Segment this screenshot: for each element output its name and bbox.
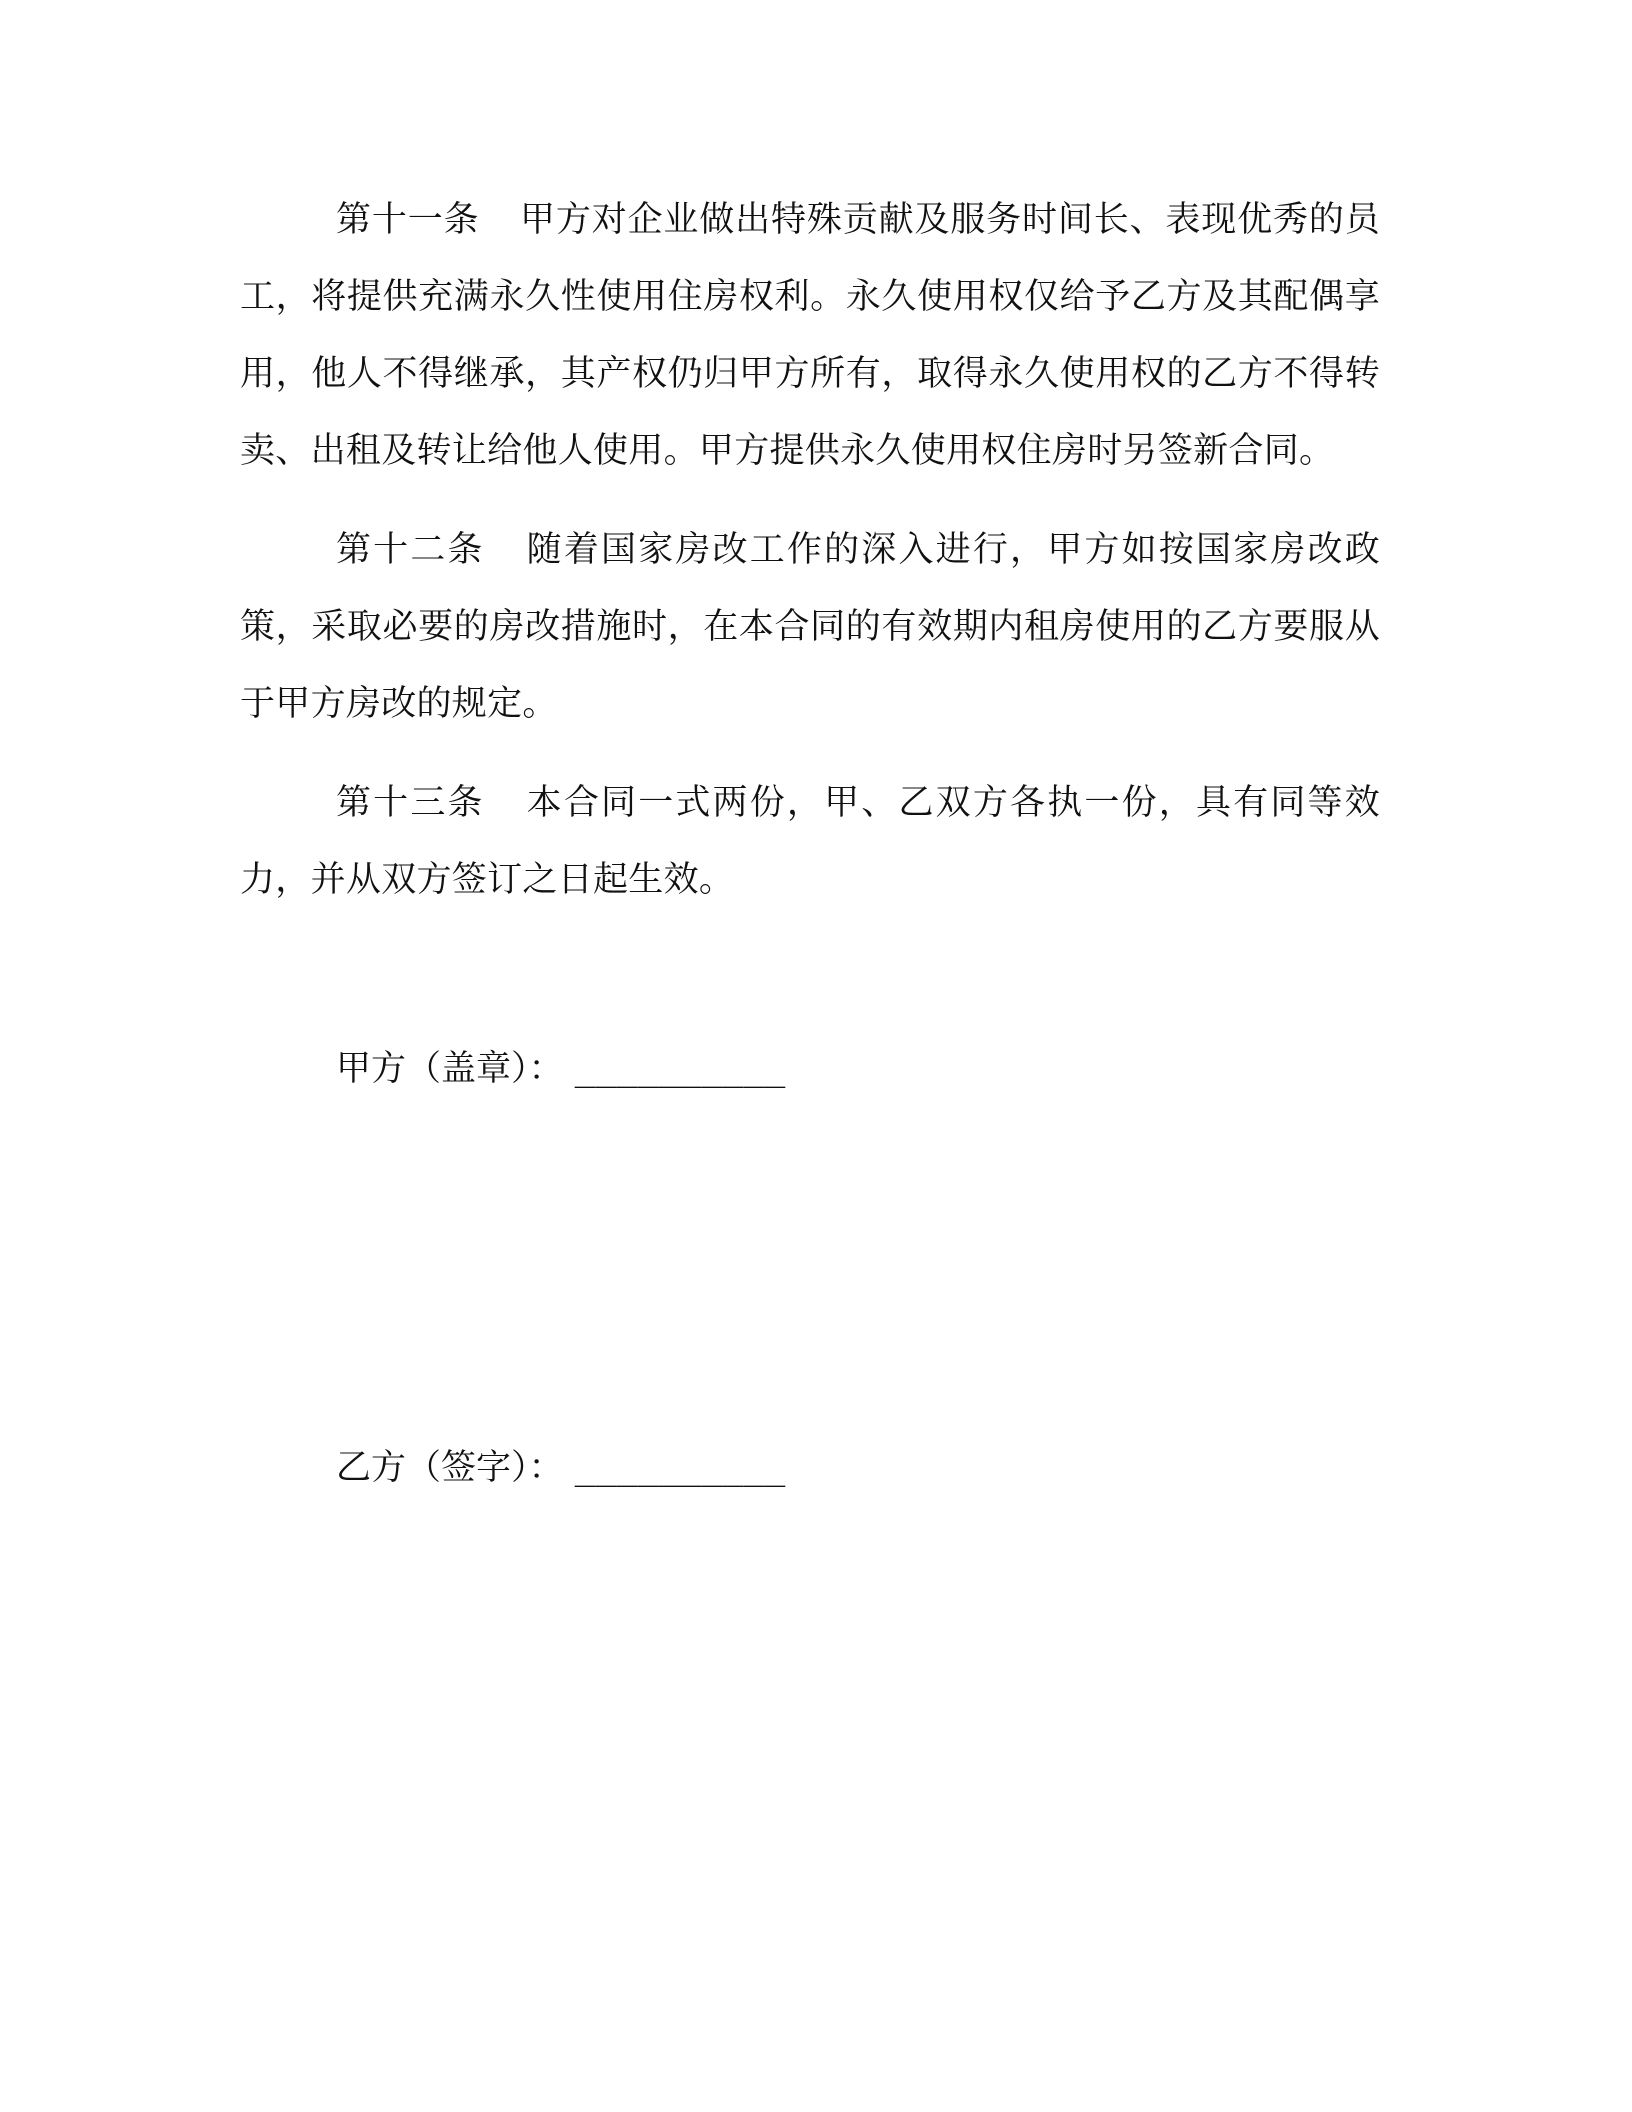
article-12-text: 随着国家房改工作的深入进行，甲方如按国家房改政策，采取必要的房改措施时，在本合同的有效期内租房使用的乙方要服从于甲方房改的规定。 <box>240 530 1381 724</box>
party-b-signature-blank[interactable]: __________ <box>574 1448 786 1488</box>
article-12-label: 第十二条 <box>336 530 485 570</box>
article-12 <box>240 512 1380 743</box>
article-11 <box>240 182 1380 490</box>
article-13 <box>240 765 1380 919</box>
party-a-label: 甲方（盖章）： <box>336 1049 564 1089</box>
party-b-label: 乙方（签字）： <box>336 1448 564 1488</box>
article-13-label: 第十三条 <box>336 783 485 823</box>
party-a-signature <box>336 1044 785 1094</box>
article-11-text: 甲方对企业做出特殊贡献及服务时间长、表现优秀的员工，将提供充满永久性使用住房权利。永久使用权仅给予乙方及其配偶享用，他人不得继承，其产权仍归甲方所有，取得永久使用权的乙方不得转卖、出租及转让给他人使用。甲方提供永久使用权住房时另签新合同。 <box>240 200 1381 471</box>
article-13-text: 本合同一式两份，甲、乙双方各执一份，具有同等效力，并从双方签订之日起生效。 <box>240 783 1381 900</box>
article-11-label: 第十一条 <box>336 200 480 240</box>
party-a-signature-blank[interactable]: __________ <box>574 1049 786 1089</box>
contract-body <box>240 182 1380 919</box>
party-b-signature <box>336 1443 785 1493</box>
